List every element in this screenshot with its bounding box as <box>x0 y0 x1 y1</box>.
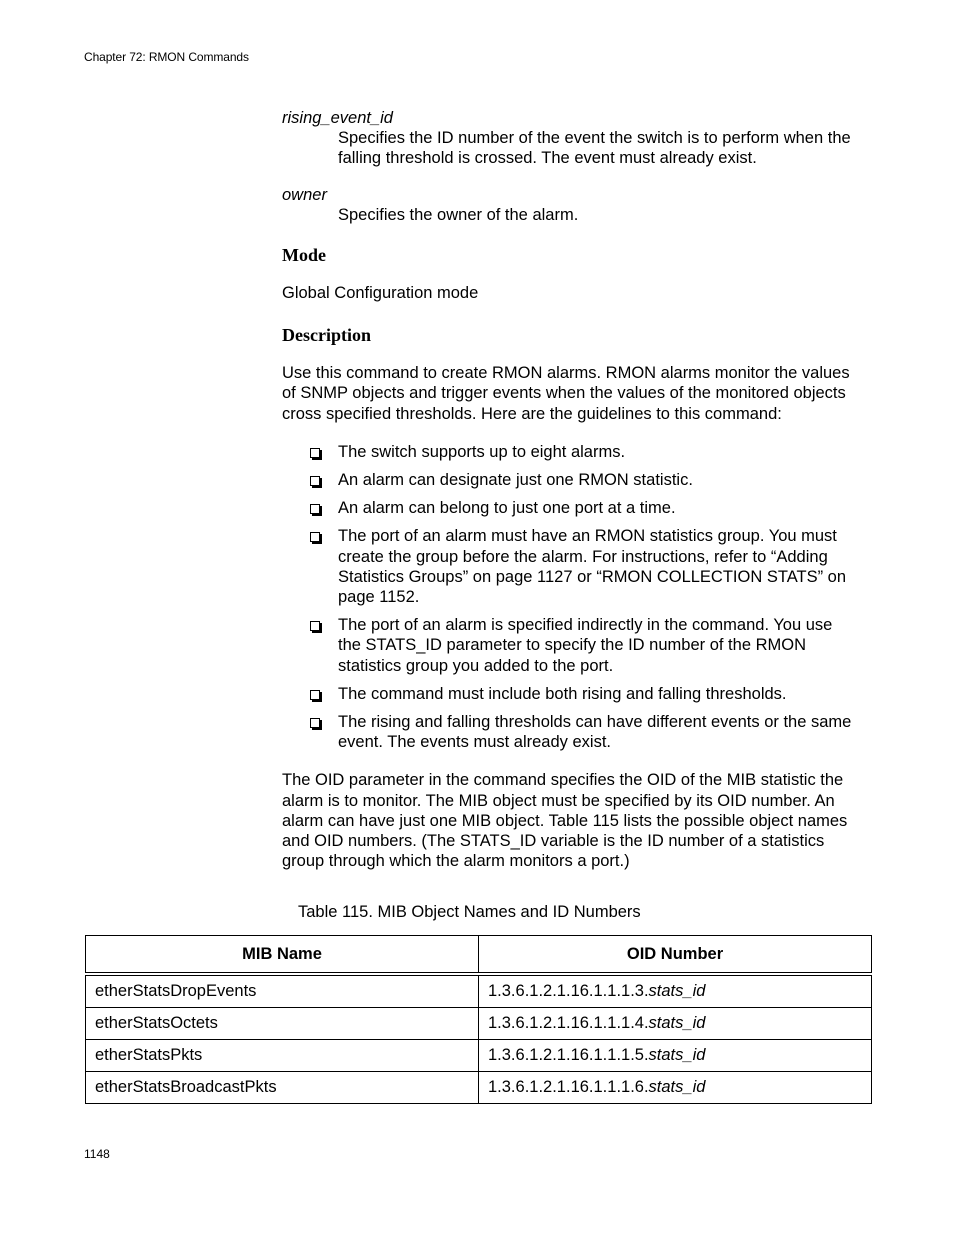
guidelines-list <box>282 442 852 753</box>
param-definition: Specifies the ID number of the event the switch is to perform when the falling threshold is crossed. The event must already exist. <box>338 129 851 168</box>
checkbox-bullet-icon <box>310 621 320 631</box>
checkbox-bullet-icon <box>310 448 320 458</box>
list-item: The command must include both rising and falling thresholds. <box>282 684 852 704</box>
param-term: rising_event_id <box>282 109 393 127</box>
mib-name-cell: etherStatsPkts <box>86 1040 479 1072</box>
oid-number-cell: 1.3.6.1.2.1.16.1.1.1.5.stats_id <box>479 1040 872 1072</box>
mode-heading: Mode <box>282 245 326 266</box>
oid-number-cell: 1.3.6.1.2.1.16.1.1.1.6.stats_id <box>479 1072 872 1104</box>
page-number: 1148 <box>84 1147 110 1161</box>
oid-number-cell: 1.3.6.1.2.1.16.1.1.1.4.stats_id <box>479 1008 872 1040</box>
mode-text: Global Configuration mode <box>282 284 479 303</box>
column-header-mib-name: MIB Name <box>86 936 479 975</box>
checkbox-bullet-icon <box>310 476 320 486</box>
mib-name-cell: etherStatsOctets <box>86 1008 479 1040</box>
checkbox-bullet-icon <box>310 718 320 728</box>
description-heading: Description <box>282 325 371 346</box>
table-header-row <box>86 936 872 975</box>
list-item: The switch supports up to eight alarms. <box>282 442 852 462</box>
table-row <box>86 1040 872 1072</box>
table-caption: Table 115. MIB Object Names and ID Numbers <box>298 903 641 921</box>
checkbox-bullet-icon <box>310 504 320 514</box>
mib-name-cell: etherStatsBroadcastPkts <box>86 1072 479 1104</box>
running-header: Chapter 72: RMON Commands <box>84 50 249 64</box>
table-row <box>86 1072 872 1104</box>
description-intro: Use this command to create RMON alarms. RMON alarms monitor the values of SNMP objects and trigger events when the values of the monitored objects cross specified thresholds. Here are the guidelines to this command: <box>282 364 850 423</box>
checkbox-bullet-icon <box>310 690 320 700</box>
list-item: An alarm can belong to just one port at a time. <box>282 498 852 518</box>
list-item: The port of an alarm is specified indirectly in the command. You use the STATS_ID parameter to specify the ID number of the RMON statistics group you added to the port. <box>282 615 852 676</box>
param-rising-event-id <box>282 108 852 169</box>
oid-paragraph: The OID parameter in the command specifies the OID of the MIB statistic the alarm is to monitor. The MIB object must be specified by its OID number. An alarm can have just one MIB object. Table 115 lists the possible object names and OID numbers. (The STATS_ID variable is the ID number of a statistics group through which the alarm monitors a port.) <box>282 771 848 871</box>
list-item: The rising and falling thresholds can have different events or the same event. The events must already exist. <box>282 712 852 752</box>
column-header-oid-number: OID Number <box>479 936 872 975</box>
list-item: The port of an alarm must have an RMON statistics group. You must create the group before the alarm. For instructions, refer to “Adding Statistics Groups” on page 1127 or “RMON COLLECTION STATS” on page 1152. <box>282 526 852 607</box>
main-content <box>282 108 852 871</box>
table-row <box>86 1008 872 1040</box>
param-owner <box>282 185 852 225</box>
param-term: owner <box>282 185 327 204</box>
param-definition: Specifies the owner of the alarm. <box>338 205 579 224</box>
table-row <box>86 974 872 1008</box>
checkbox-bullet-icon <box>310 532 320 542</box>
list-item: An alarm can designate just one RMON statistic. <box>282 470 852 490</box>
mib-name-cell: etherStatsDropEvents <box>86 974 479 1008</box>
mib-object-table <box>85 935 872 1104</box>
oid-number-cell: 1.3.6.1.2.1.16.1.1.1.3.stats_id <box>479 974 872 1008</box>
